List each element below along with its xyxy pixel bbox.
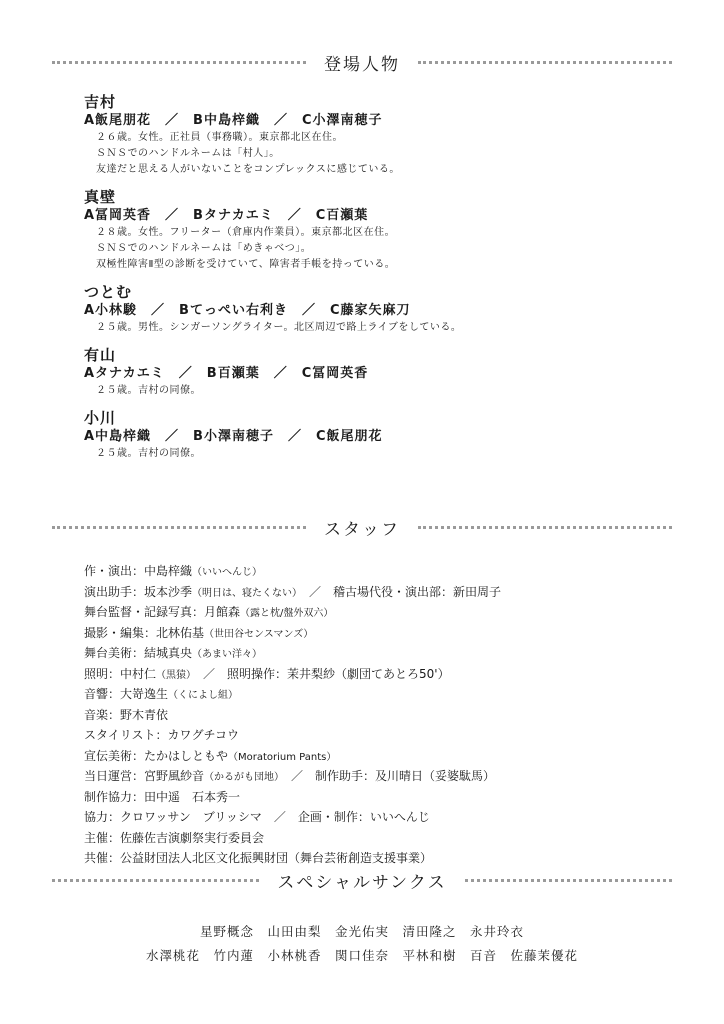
character-name: 有山 [84, 346, 117, 364]
staff-credit-text: 演出助手：坂本沙季 [84, 584, 193, 599]
staff-credit [84, 685, 704, 706]
staff-credit-text: 制作協力：田中遥 石本秀一 [84, 789, 241, 804]
character-description: ２８歳。女性。フリーター（倉庫内作業員）。東京都北区在住。 [96, 227, 396, 238]
cast-entry [84, 408, 684, 462]
staff-credit-affiliation: （世田谷センスマンズ） [204, 628, 314, 640]
staff-credit [84, 583, 704, 604]
staff-credit [84, 644, 704, 665]
staff-credit [84, 665, 704, 686]
cast-entry [84, 345, 684, 399]
staff-credit-affiliation: （明日は、寝たくない） [192, 587, 298, 599]
dotted-rule-right [418, 526, 672, 529]
thanks-line: 星野概念 山田由梨 金光佑実 清田隆之 永井玲衣 [199, 924, 524, 939]
dotted-rule-right [418, 61, 672, 64]
cast-entry [84, 187, 684, 273]
character-description: ＳＮＳでのハンドルネームは「めきゃべつ」。 [96, 243, 312, 254]
staff-credit [84, 624, 704, 645]
staff-credit [84, 747, 704, 768]
character-actors: A冨岡英香 ／ Bタナカエミ ／ C百瀬葉 [84, 208, 369, 223]
staff-credit-affiliation: （Moratorium Pants） [228, 751, 337, 763]
character-actors: A飯尾朋花 ／ B中島梓織 ／ C小澤南穂子 [84, 113, 383, 128]
staff-credit [84, 829, 704, 850]
character-name: 小川 [84, 409, 117, 427]
staff-credit [84, 603, 704, 624]
staff-credit-text: 主催：佐藤佐吉演劇祭実行委員会 [84, 830, 265, 845]
character-name: 真壁 [84, 188, 117, 206]
cast-entry [84, 92, 684, 178]
staff-credit [84, 849, 704, 870]
staff-credit-text: 共催：公益財団法人北区文化振興財団（舞台芸術創造支援事業） [84, 851, 433, 865]
character-description: 双極性障害Ⅱ型の診断を受けていて、障害者手帳を持っている。 [96, 259, 396, 270]
staff-credit-text: 協力：クロワッサン ブリッシマ ／ 企画・制作：いいへんじ [84, 810, 430, 824]
dotted-rule-left [52, 61, 306, 64]
character-description: 友達だと思える人がいないことをコンプレックスに感じている。 [96, 164, 400, 175]
thanks-line: 水澤桃花 竹内蓮 小林桃香 関口佳奈 平林和樹 百音 佐藤茉優花 [145, 948, 578, 963]
staff-credit [84, 808, 704, 829]
staff-credit-text: 音楽：野木青依 [84, 707, 169, 722]
staff-credit-affiliation: （黒猿） [156, 669, 192, 681]
staff-credit [84, 726, 704, 747]
dotted-rule-left [52, 526, 306, 529]
staff-section-heading [52, 515, 672, 540]
character-description: ２５歳。吉村の同僚。 [96, 448, 201, 459]
staff-credit-text: 撮影・編集：北林佑基 [84, 625, 205, 640]
staff-credit-affiliation: （かるがも団地） [204, 772, 280, 783]
cast-section-title: 登場人物 [324, 55, 400, 75]
staff-credit [84, 788, 704, 809]
character-actors: A小林駿 ／ Bてっぺい右利き ／ C藤家矢麻刀 [84, 303, 411, 318]
staff-credit-text: 音響：大嵜逸生 [84, 687, 169, 701]
staff-section-title: スタッフ [324, 520, 400, 540]
staff-credit-text: スタイリスト：カワグチコウ [84, 728, 240, 742]
staff-credit-affiliation: （くによし組） [168, 690, 239, 701]
character-description: ２５歳。男性。シンガーソングライター。北区周辺で路上ライブをしている。 [96, 322, 462, 333]
staff-credit [84, 767, 704, 788]
character-description: ２５歳。吉村の同僚。 [96, 385, 201, 396]
staff-credit-text: 宣伝美術：たかはしともや [84, 748, 229, 763]
character-actors: A中島梓織 ／ B小澤南穂子 ／ C飯尾朋花 [84, 429, 383, 444]
cast-section-heading [52, 50, 672, 75]
dotted-rule-right [465, 879, 672, 882]
staff-credit-extra: ／ 照明操作：茉井梨紗（劇団てあとろ50'） [191, 666, 450, 681]
staff-credit-affiliation: （露と枕/盤外双六） [240, 608, 334, 619]
staff-credit-text: 照明：中村仁 [84, 666, 157, 681]
character-name: つとむ [84, 283, 133, 301]
staff-credit-text: 舞台監督・記録写真：月館森 [84, 605, 241, 619]
cast-entry [84, 282, 684, 336]
staff-credit-text: 作・演出：中島梓織 [84, 564, 193, 578]
thanks-section-heading [52, 868, 672, 893]
character-name: 吉村 [84, 93, 117, 111]
dotted-rule-left [52, 879, 259, 882]
staff-credit-text: 当日運営：宮野風紗音 [84, 769, 205, 783]
staff-credit-extra: ／ 制作助手：及川晴日（妥婆駄馬） [279, 769, 496, 783]
character-description: ＳＮＳでのハンドルネームは「村人」。 [96, 148, 280, 159]
staff-credit [84, 706, 704, 727]
character-actors: Aタナカエミ ／ B百瀬葉 ／ C冨岡英香 [84, 366, 369, 381]
staff-credit-extra: ／ 稽古場代役・演出部：新田周子 [297, 584, 502, 599]
staff-credit-affiliation: （あまい洋々） [192, 649, 263, 660]
cast-list [84, 92, 684, 471]
staff-credit-text: 舞台美術：結城真央 [84, 646, 193, 660]
thanks-section-title: スペシャルサンクス [277, 873, 447, 893]
staff-credit [84, 562, 704, 583]
character-description: ２６歳。女性。正社員（事務職）。東京都北区在住。 [96, 132, 343, 143]
staff-credit-affiliation: （いいへんじ） [192, 567, 263, 578]
staff-list [84, 562, 704, 870]
